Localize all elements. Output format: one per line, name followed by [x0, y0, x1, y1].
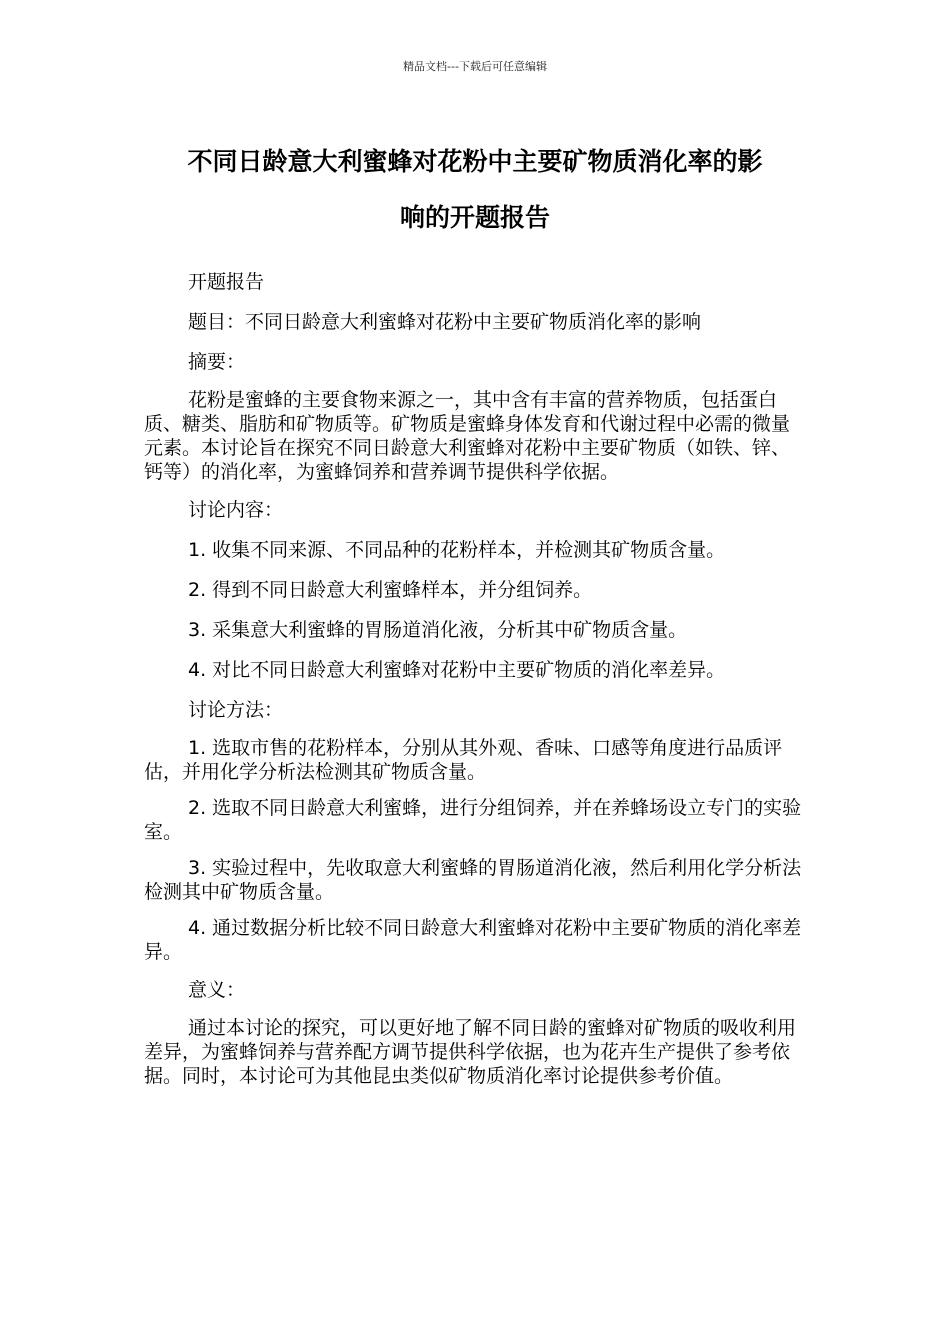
method-item: 1. 选取市售的花粉样本，分别从其外观、香味、口感等角度进行品质评估，并用化学分析法检测其矿物质含量。	[144, 737, 783, 783]
content-item: 1. 收集不同来源、不同品种的花粉样本，并检测其矿物质含量。	[188, 539, 726, 561]
content-item: 3. 采集意大利蜜蜂的胃肠道消化液，分析其中矿物质含量。	[188, 619, 688, 641]
content-item: 4. 对比不同日龄意大利蜜蜂对花粉中主要矿物质的消化率差异。	[188, 659, 726, 681]
section-heading: 开题报告	[188, 271, 265, 293]
method-item: 3. 实验过程中，先收取意大利蜜蜂的胃肠道消化液，然后利用化学分析法检测其中矿物质含量。	[144, 857, 802, 903]
method-item: 2. 选取不同日龄意大利蜜蜂，进行分组饲养，并在养蜂场设立专门的实验室。	[144, 797, 802, 843]
document-body	[144, 268, 806, 1100]
content-item: 2. 得到不同日龄意大利蜜蜂样本，并分组饲养。	[188, 579, 593, 601]
method-label: 讨论方法：	[188, 699, 284, 721]
title-line-1: 不同日龄意大利蜜蜂对花粉中主要矿物质消化率的影	[187, 147, 763, 176]
abstract-label: 摘要：	[188, 351, 246, 373]
significance-label: 意义：	[188, 979, 246, 1001]
page-header: 精品文档---下载后可任意编辑	[403, 60, 547, 73]
document-title	[140, 134, 810, 246]
title-line-2: 响的开题报告	[399, 203, 550, 232]
significance-paragraph: 通过本讨论的探究，可以更好地了解不同日龄的蜜蜂对矿物质的吸收利用差异，为蜜蜂饲养与营养配方调节提供科学依据，也为花卉生产提供了参考依据。同时，本讨论可为其他昆虫类似矿物质消化率讨论提供参考价值。	[144, 1017, 797, 1087]
method-item: 4. 通过数据分析比较不同日龄意大利蜜蜂对花粉中主要矿物质的消化率差异。	[144, 917, 802, 963]
abstract-paragraph: 花粉是蜜蜂的主要食物来源之一，其中含有丰富的营养物质，包括蛋白质、糖类、脂肪和矿物质等。矿物质是蜜蜂身体发育和代谢过程中必需的微量元素。本讨论旨在探究不同日龄意大利蜜蜂对花粉中主要矿物质（如铁、锌、钙等）的消化率，为蜜蜂饲养和营养调节提供科学依据。	[144, 389, 791, 483]
topic-line: 题目：不同日龄意大利蜜蜂对花粉中主要矿物质消化率的影响	[188, 311, 702, 333]
content-label: 讨论内容：	[188, 499, 284, 521]
